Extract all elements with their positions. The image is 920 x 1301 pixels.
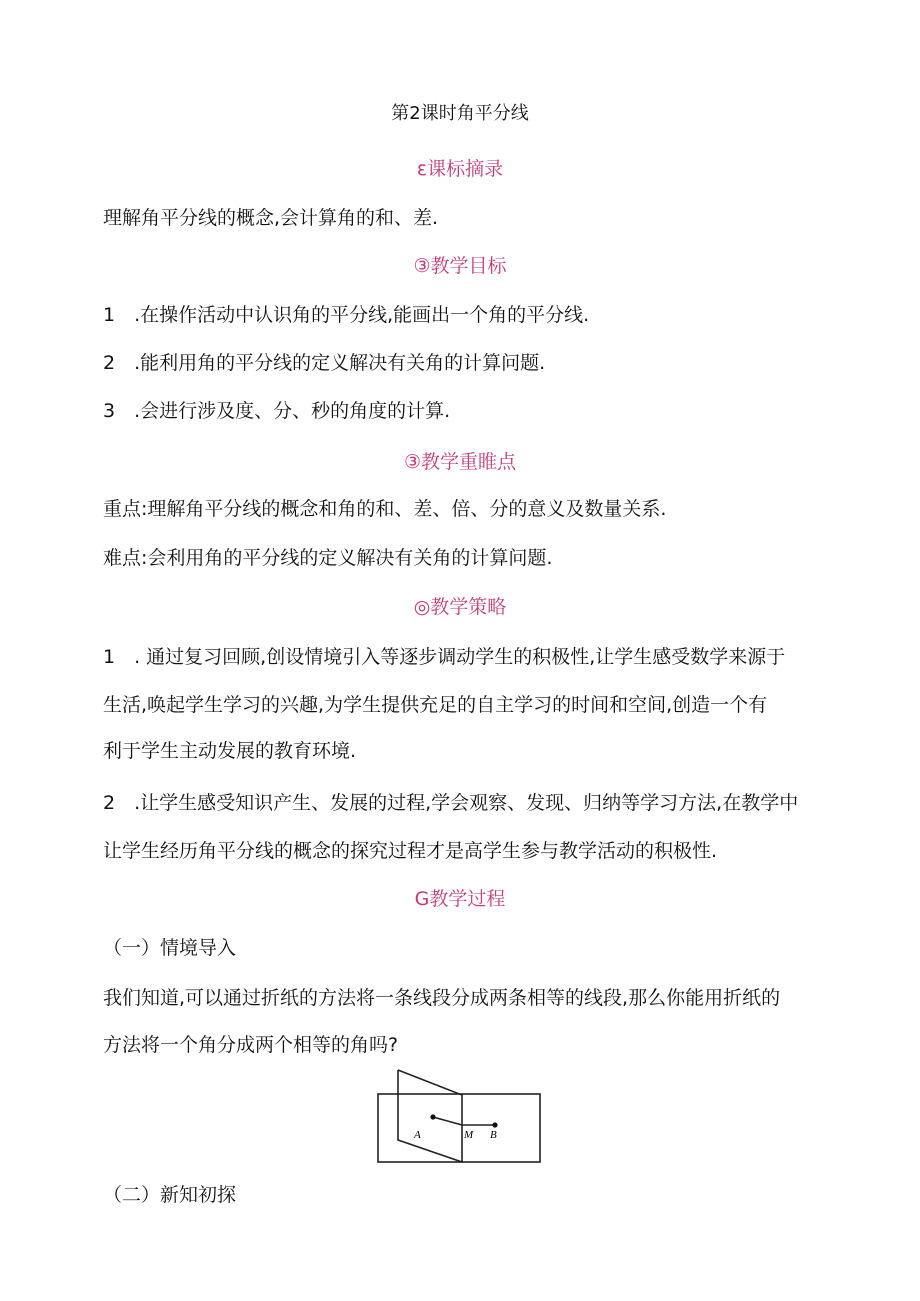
label-a: A <box>414 1129 421 1141</box>
key-point-text: 重点:理解角平分线的概念和角的和、差、倍、分的意义及数量关系. <box>103 498 667 520</box>
label-m: M <box>464 1129 474 1141</box>
objective-item-3: 3 .会进行涉及度、分、秒的角度的计算. <box>103 400 451 422</box>
objective-item-1: 1 .在操作活动中认识角的平分线,能画出一个角的平分线. <box>103 304 590 326</box>
strategy-item-1-line-2: 生活,唤起学生学习的兴趣,为学生提供充足的自主学习的时间和空间,创造一个有 <box>103 694 768 716</box>
section-heading-process: G教学过程 <box>414 888 506 910</box>
folded-flap <box>398 1070 462 1162</box>
section-heading-standards: ε课标摘录 <box>416 158 504 180</box>
strategy-item-2-line-1: 2 .让学生感受知识产生、发展的过程,学会观察、发现、归纳等学习方法,在教学中 <box>103 792 799 814</box>
part-1-line-2: 方法将一个角分成两个相等的角吗? <box>103 1034 399 1056</box>
part-2-label: （二）新知初探 <box>103 1184 237 1206</box>
difficulty-text: 难点:会利用角的平分线的定义解决有关角的计算问题. <box>103 547 553 569</box>
label-b: B <box>490 1129 497 1141</box>
segment-am <box>433 1117 462 1125</box>
standards-text: 理解角平分线的概念,会计算角的和、差. <box>103 207 439 229</box>
page-title: 第2课时角平分线 <box>391 103 529 124</box>
folding-diagram <box>376 1068 544 1166</box>
point-a <box>430 1114 435 1119</box>
strategy-item-1-line-3: 利于学生主动发展的教育环境. <box>103 740 357 762</box>
strategy-item-1-line-1: 1 . 通过复习回顾,创设情境引入等逐步调动学生的积极性,让学生感受数学来源于 <box>103 646 786 668</box>
section-heading-key-points: ③教学重睢点 <box>403 451 517 473</box>
paper-rectangle <box>378 1094 540 1162</box>
point-b <box>492 1122 497 1127</box>
paper-folding-figure <box>376 1068 544 1170</box>
part-1-line-1: 我们知道,可以通过折纸的方法将一条线段分成两条相等的线段,那么你能用折纸的 <box>103 987 781 1009</box>
strategy-item-2-line-2: 让学生经历角平分线的概念的探究过程才是高学生参与教学活动的积极性. <box>103 840 718 862</box>
section-heading-strategy: ◎教学策略 <box>413 596 507 618</box>
objective-item-2: 2 .能利用角的平分线的定义解决有关角的计算问题. <box>103 352 546 374</box>
section-heading-objectives: ③教学目标 <box>413 255 507 277</box>
part-1-label: （一）情境导入 <box>103 937 237 959</box>
